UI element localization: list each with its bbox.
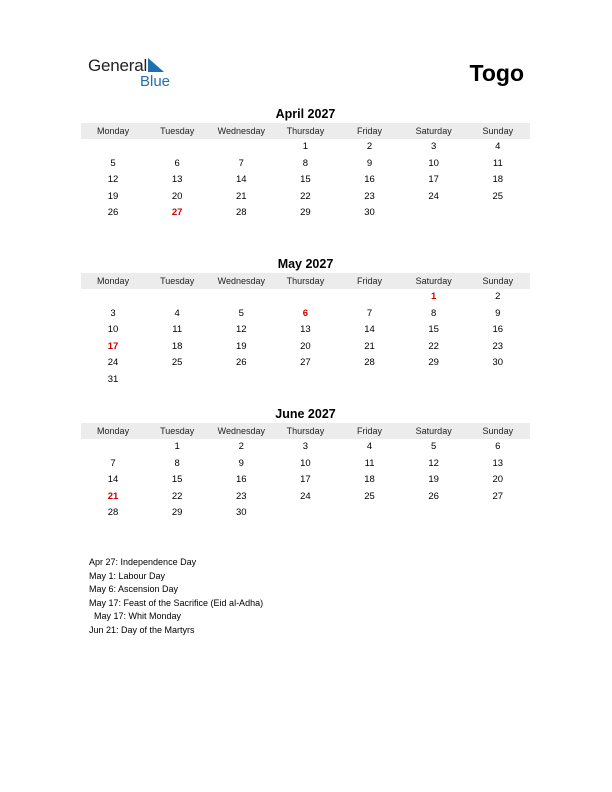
day-cell: 16 [364,174,375,185]
day-cell: 24 [107,357,119,368]
weekday-label: Wednesday [217,426,265,436]
week-row [81,156,530,173]
day-cell: 9 [495,307,501,319]
day-cell: 13 [171,174,183,185]
holiday-note: May 6: Ascension Day [89,584,179,595]
day-cell: 16 [492,324,504,335]
day-cell: 11 [492,157,503,169]
weekday-label: Monday [97,426,130,436]
weekday-header-row [81,423,530,439]
day-cell: 20 [492,474,504,485]
day-cell: 25 [492,190,504,202]
day-cell: 3 [110,307,116,319]
month-calendar [81,106,530,222]
day-cell: 14 [236,174,247,185]
weekday-label: Monday [97,276,130,286]
weekday-label: Saturday [415,126,452,136]
day-cell: 20 [300,340,311,352]
holiday-day-cell: 6 [302,307,309,319]
day-cell: 19 [428,474,439,485]
empty-day-cell [209,289,273,306]
empty-day-cell [338,289,402,306]
month-calendar [81,406,530,522]
day-cell: 15 [428,324,439,335]
weekday-label: Monday [97,126,130,136]
day-cell: 29 [171,507,183,518]
holiday-note: May 1: Labour Day [89,570,166,581]
month-calendar [81,256,530,388]
week-row [81,189,530,206]
weekday-label: Saturday [415,276,452,286]
week-row [81,456,530,473]
empty-day-cell [209,372,273,389]
weekday-header-row [81,123,530,139]
day-cell: 2 [238,441,244,452]
day-cell: 2 [495,291,501,302]
weekday-label: Saturday [415,426,452,436]
month-title: May 2027 [277,257,334,271]
day-cell: 10 [428,157,439,169]
day-cell: 30 [364,207,375,218]
empty-day-cell [273,372,337,389]
day-cell: 7 [366,307,373,319]
empty-day-cell [145,372,209,389]
weekday-label: Thursday [286,276,325,286]
day-cell: 18 [171,340,183,352]
week-row [81,172,530,189]
day-cell: 12 [236,324,247,335]
day-cell: 12 [428,457,439,469]
logo-text-blue: Blue [140,73,171,90]
empty-day-cell [466,205,530,222]
day-cell: 22 [171,490,183,502]
week-row [81,355,530,372]
day-cell: 29 [428,357,439,368]
day-cell: 18 [364,474,375,485]
weekday-label: Friday [357,426,383,436]
day-cell: 12 [107,174,119,185]
day-cell: 14 [107,474,119,485]
week-row [81,339,530,356]
weekday-label: Sunday [482,276,514,286]
weekday-label: Tuesday [160,276,195,286]
holiday-day-cell: 21 [107,490,119,502]
day-cell: 10 [107,324,119,335]
country-title: Togo [469,60,524,86]
day-cell: 4 [366,441,373,452]
holiday-note: Apr 27: Independence Day [89,557,197,567]
day-cell: 24 [300,490,311,502]
day-cell: 22 [428,340,439,352]
logo [88,56,188,92]
day-cell: 11 [172,324,183,335]
day-cell: 19 [236,340,247,352]
day-cell: 5 [238,307,244,319]
weekday-label: Thursday [286,426,325,436]
day-cell: 29 [300,207,311,218]
empty-day-cell [209,139,273,156]
week-row [81,289,530,306]
week-row [81,205,530,222]
day-cell: 3 [302,441,309,452]
holiday-day-cell: 27 [171,207,183,218]
day-cell: 26 [428,490,439,502]
empty-day-cell [402,372,466,389]
empty-day-cell [466,372,530,389]
day-cell: 21 [364,340,375,352]
day-cell: 13 [492,457,504,469]
weekday-label: Tuesday [160,126,195,136]
week-row [81,372,530,389]
day-cell: 27 [492,490,504,502]
day-cell: 9 [238,457,244,469]
weekday-label: Sunday [482,126,514,136]
day-cell: 15 [171,474,183,485]
day-cell: 17 [428,174,439,185]
empty-day-cell [145,139,209,156]
day-cell: 7 [238,157,244,169]
week-row [81,489,530,506]
month-title: April 2027 [275,107,336,121]
day-cell: 23 [364,190,375,202]
day-cell: 21 [236,190,247,202]
holiday-day-cell: 1 [431,291,437,302]
day-cell: 1 [302,141,309,152]
day-cell: 1 [174,441,180,452]
holiday-notes [89,556,263,638]
holiday-note: Jun 21: Day of the Martyrs [89,624,195,635]
day-cell: 10 [300,457,311,469]
empty-day-cell [338,505,402,522]
day-cell: 3 [431,141,437,152]
day-cell: 25 [364,490,375,502]
day-cell: 23 [236,490,247,502]
weekday-label: Wednesday [217,126,265,136]
day-cell: 8 [431,307,437,319]
day-cell: 20 [171,190,183,202]
day-cell: 8 [174,457,180,469]
day-cell: 30 [492,357,504,368]
holiday-day-cell: 17 [107,340,119,352]
week-row [81,439,530,456]
weekday-label: Friday [357,276,383,286]
day-cell: 5 [110,157,116,169]
day-cell: 6 [174,157,180,169]
empty-day-cell [81,289,145,306]
day-cell: 7 [110,457,116,469]
week-row [81,322,530,339]
day-cell: 28 [364,357,375,368]
empty-day-cell [81,439,145,456]
empty-day-cell [145,289,209,306]
week-row [81,472,530,489]
day-cell: 28 [107,507,119,518]
day-cell: 16 [236,474,247,485]
day-cell: 24 [428,190,439,202]
day-cell: 22 [300,190,311,202]
weekday-label: Sunday [482,426,514,436]
empty-day-cell [402,505,466,522]
empty-day-cell [338,372,402,389]
empty-day-cell [466,505,530,522]
day-cell: 15 [300,174,311,185]
logo-triangle-icon [148,58,178,74]
empty-day-cell [81,139,145,156]
week-row [81,505,530,522]
day-cell: 9 [366,157,373,169]
day-cell: 17 [300,474,311,485]
day-cell: 13 [300,324,311,335]
weekday-label: Tuesday [160,426,195,436]
day-cell: 4 [495,141,501,152]
day-cell: 25 [171,357,183,368]
day-cell: 18 [492,174,504,185]
holiday-note: May 17: Whit Monday [89,611,182,622]
day-cell: 19 [107,190,119,202]
day-cell: 4 [174,307,180,319]
logo-text-general: General [88,56,148,75]
day-cell: 2 [366,141,373,152]
weekday-label: Friday [357,126,383,136]
holiday-note: May 17: Feast of the Sacrifice (Eid al-Adha) [89,597,264,608]
day-cell: 28 [236,207,247,218]
day-cell: 11 [364,457,375,469]
day-cell: 14 [364,324,375,335]
week-row [81,139,530,156]
day-cell: 5 [431,441,437,452]
empty-day-cell [273,505,337,522]
weekday-label: Wednesday [217,276,265,286]
month-title: June 2027 [275,407,336,421]
day-cell: 31 [107,373,119,385]
day-cell: 23 [492,340,504,352]
empty-day-cell [273,289,337,306]
day-cell: 8 [302,157,309,169]
day-cell: 6 [495,441,501,452]
day-cell: 30 [236,507,247,518]
day-cell: 26 [107,207,119,218]
weekday-header-row [81,273,530,289]
empty-day-cell [402,205,466,222]
day-cell: 27 [300,357,311,368]
day-cell: 26 [236,357,247,368]
week-row [81,306,530,323]
weekday-label: Thursday [286,126,325,136]
